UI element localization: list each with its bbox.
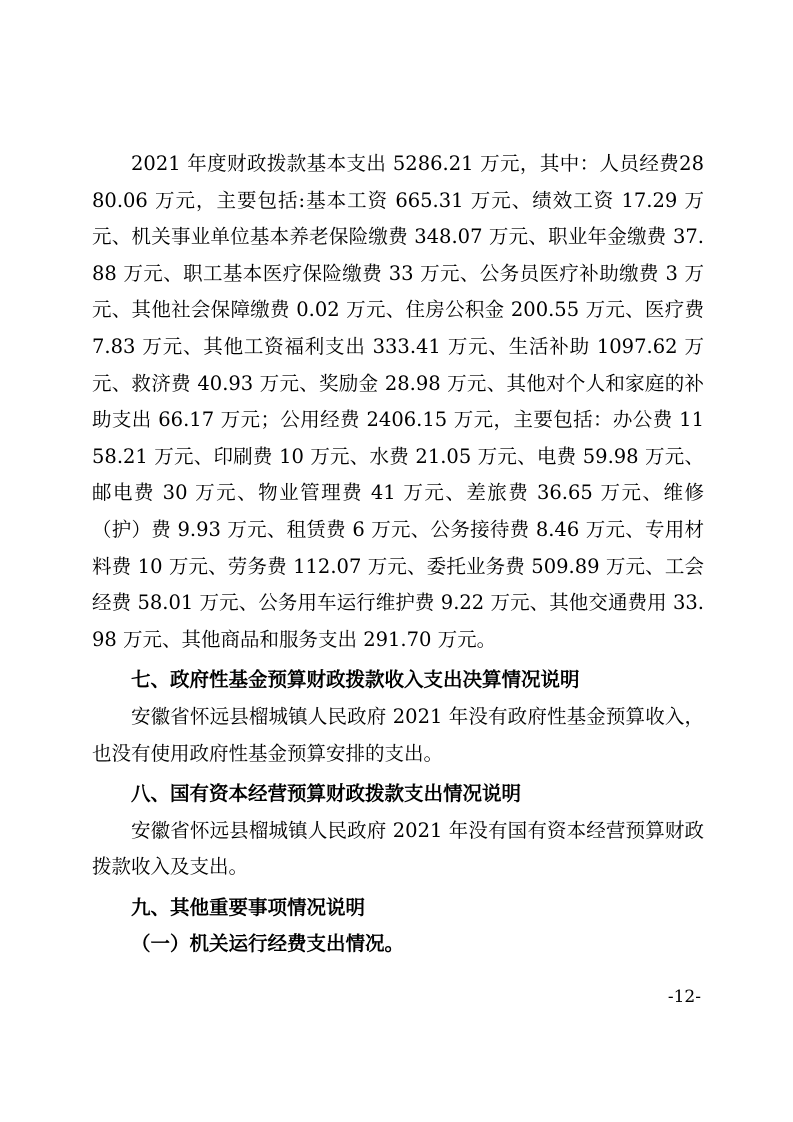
basic-expenditure-paragraph: 2021 年度财政拨款基本支出 5286.21 万元，其中：人员经费2880.06 万元，主要包括:基本工资 665.31 万元、绩效工资 17.29 万元、机关事业单位基本养老保险缴费 348.07 万元、职业年金缴费 37.88 万元、职工基本医疗保险缴费 33 万元、公务员医疗补助缴费 3 万元、其他社会保障缴费 0.02 万元、住房公积金 200.55 万元、医疗费 7.83 万元、其他工资福利支出 333.41 万元、生活补助 1097.62 万元、救济费 40.93 万元、奖励金 28.98 万元、其他对个人和家庭的补助支出 66.17 万元；公用经费 2406.15 万元，主要包括：办公费 1158.21 万元、印刷费 10 万元、水费 21.05 万元、电费 59.98 万元、邮电费 30 万元、物业管理费 41 万元、差旅费 36.65 万元、维修（护）费 9.93 万元、租赁费 6 万元、公务接待费 8.46 万元、专用材料费 10 万元、劳务费 112.07 万元、委托业务费 509.89 万元、工会经费 58.01 万元、公务用车运行维护费 9.22 万元、其他交通费用 33.98 万元、其他商品和服务支出 291.70 万元。: [92, 152, 704, 651]
section-heading-gov-fund: 七、政府性基金预算财政拨款收入支出决算情况说明: [131, 668, 580, 692]
section-heading-other-matters: 九、其他重要事项情况说明: [131, 895, 366, 919]
document-body: [92, 146, 704, 963]
gov-fund-paragraph: 安徽省怀远县榴城镇人民政府 2021 年没有政府性基金预算收入，也没有使用政府性基金预算安排的支出。: [92, 704, 704, 765]
state-capital-paragraph: 安徽省怀远县榴城镇人民政府 2021 年没有国有资本经营预算财政拨款收入及支出。: [92, 818, 704, 879]
page-number: -12-: [667, 987, 701, 1007]
subsection-heading-agency-operation: （一）机关运行经费支出情况。: [131, 932, 405, 956]
section-heading-state-capital: 八、国有资本经营预算财政拨款支出情况说明: [131, 782, 522, 806]
